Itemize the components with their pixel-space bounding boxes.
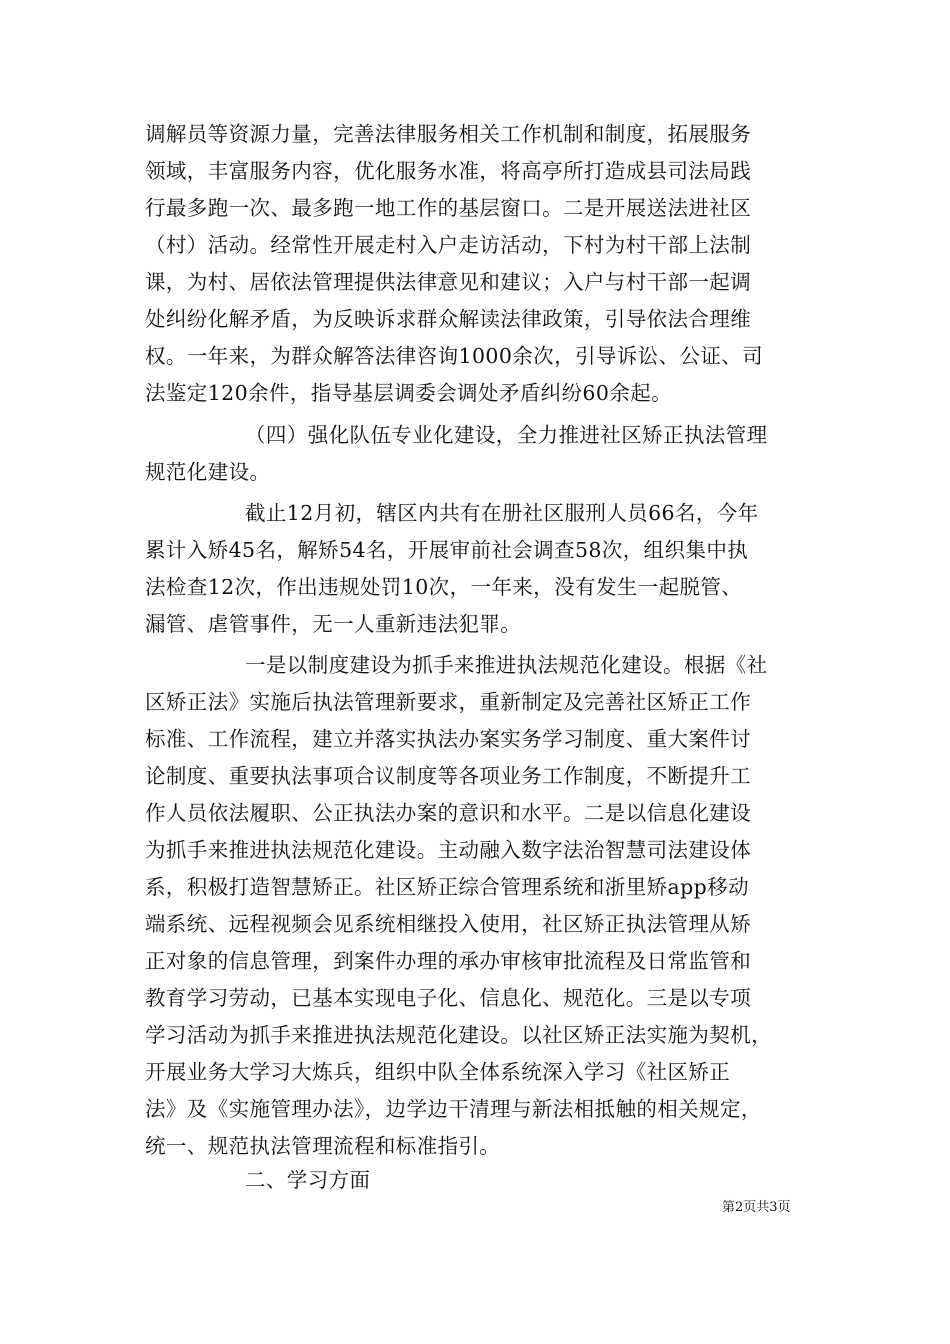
- paragraph-line: 法鉴定120余件，指导基层调委会调处矛盾纠纷60余起。: [145, 381, 673, 405]
- paragraph-line: 标准、工作流程，建立并落实执法办案实务学习制度、重大案件讨: [145, 727, 752, 751]
- section-heading-continued: 规范化建设。: [145, 460, 271, 484]
- paragraph-line: 正对象的信息管理，到案件办理的承办审核审批流程及日常监管和: [145, 949, 752, 973]
- paragraph-line: 法》及《实施管理办法》，边学边干清理与新法相抵触的相关规定，: [145, 1097, 762, 1121]
- paragraph-line: （村）活动。经常性开展走村入户走访活动，下村为村干部上法制: [145, 233, 752, 257]
- paragraph-line: 累计入矫45名，解矫54名，开展审前社会调查58次，组织集中执: [145, 538, 749, 562]
- paragraph-line: 端系统、远程视频会见系统相继投入使用，社区矫正执法管理从矫: [145, 912, 752, 936]
- paragraph-line: 法检查12次，作出违规处罚10次，一年来，没有发生一起脱管、: [145, 575, 743, 599]
- paragraph-line: 漏管、虐管事件，无一人重新违法犯罪。: [145, 612, 522, 636]
- paragraph-line: 截止12月初，辖区内共有在册社区服刑人员66名，今年: [245, 501, 759, 525]
- paragraph-line: 行最多跑一次、最多跑一地工作的基层窗口。二是开展送法进社区: [145, 196, 752, 220]
- paragraph-line: 开展业务大学习大炼兵，组织中队全体系统深入学习《社区矫正: [145, 1060, 731, 1084]
- paragraph-line: 教育学习劳动，已基本实现电子化、信息化、规范化。三是以专项: [145, 986, 752, 1010]
- paragraph-line: 处纠纷化解矛盾，为反映诉求群众解读法律政策，引导依法合理维: [145, 307, 752, 331]
- paragraph-line: 学习活动为抓手来推进执法规范化建设。以社区矫正法实施为契机，: [145, 1023, 772, 1047]
- paragraph-line: 调解员等资源力量，完善法律服务相关工作机制和制度，拓展服务: [145, 122, 752, 146]
- section-heading: （四）强化队伍专业化建设，全力推进社区矫正执法管理: [245, 423, 768, 447]
- page-number-footer: 第2页共3页: [722, 1200, 791, 1215]
- paragraph-line: 为抓手来推进执法规范化建设。主动融入数字法治智慧司法建设体: [145, 838, 752, 862]
- paragraph-line: 权。一年来，为群众解答法律咨询1000余次，引导诉讼、公证、司: [145, 344, 764, 368]
- paragraph-line: 系，积极打造智慧矫正。社区矫正综合管理系统和浙里矫app移动: [145, 875, 749, 899]
- paragraph-line: 作人员依法履职、公正执法办案的意识和水平。二是以信息化建设: [145, 801, 752, 825]
- paragraph-line: 统一、规范执法管理流程和标准指引。: [145, 1134, 501, 1158]
- section-title: 二、学习方面: [245, 1168, 371, 1192]
- paragraph-line: 课，为村、居依法管理提供法律意见和建议；入户与村干部一起调: [145, 270, 752, 294]
- paragraph-line: 领域，丰富服务内容，优化服务水准，将高亭所打造成县司法局践: [145, 159, 752, 183]
- paragraph-line: 区矫正法》实施后执法管理新要求，重新制定及完善社区矫正工作: [145, 690, 752, 714]
- paragraph-line: 一是以制度建设为抓手来推进执法规范化建设。根据《社: [245, 653, 768, 677]
- paragraph-line: 论制度、重要执法事项合议制度等各项业务工作制度，不断提升工: [145, 764, 752, 788]
